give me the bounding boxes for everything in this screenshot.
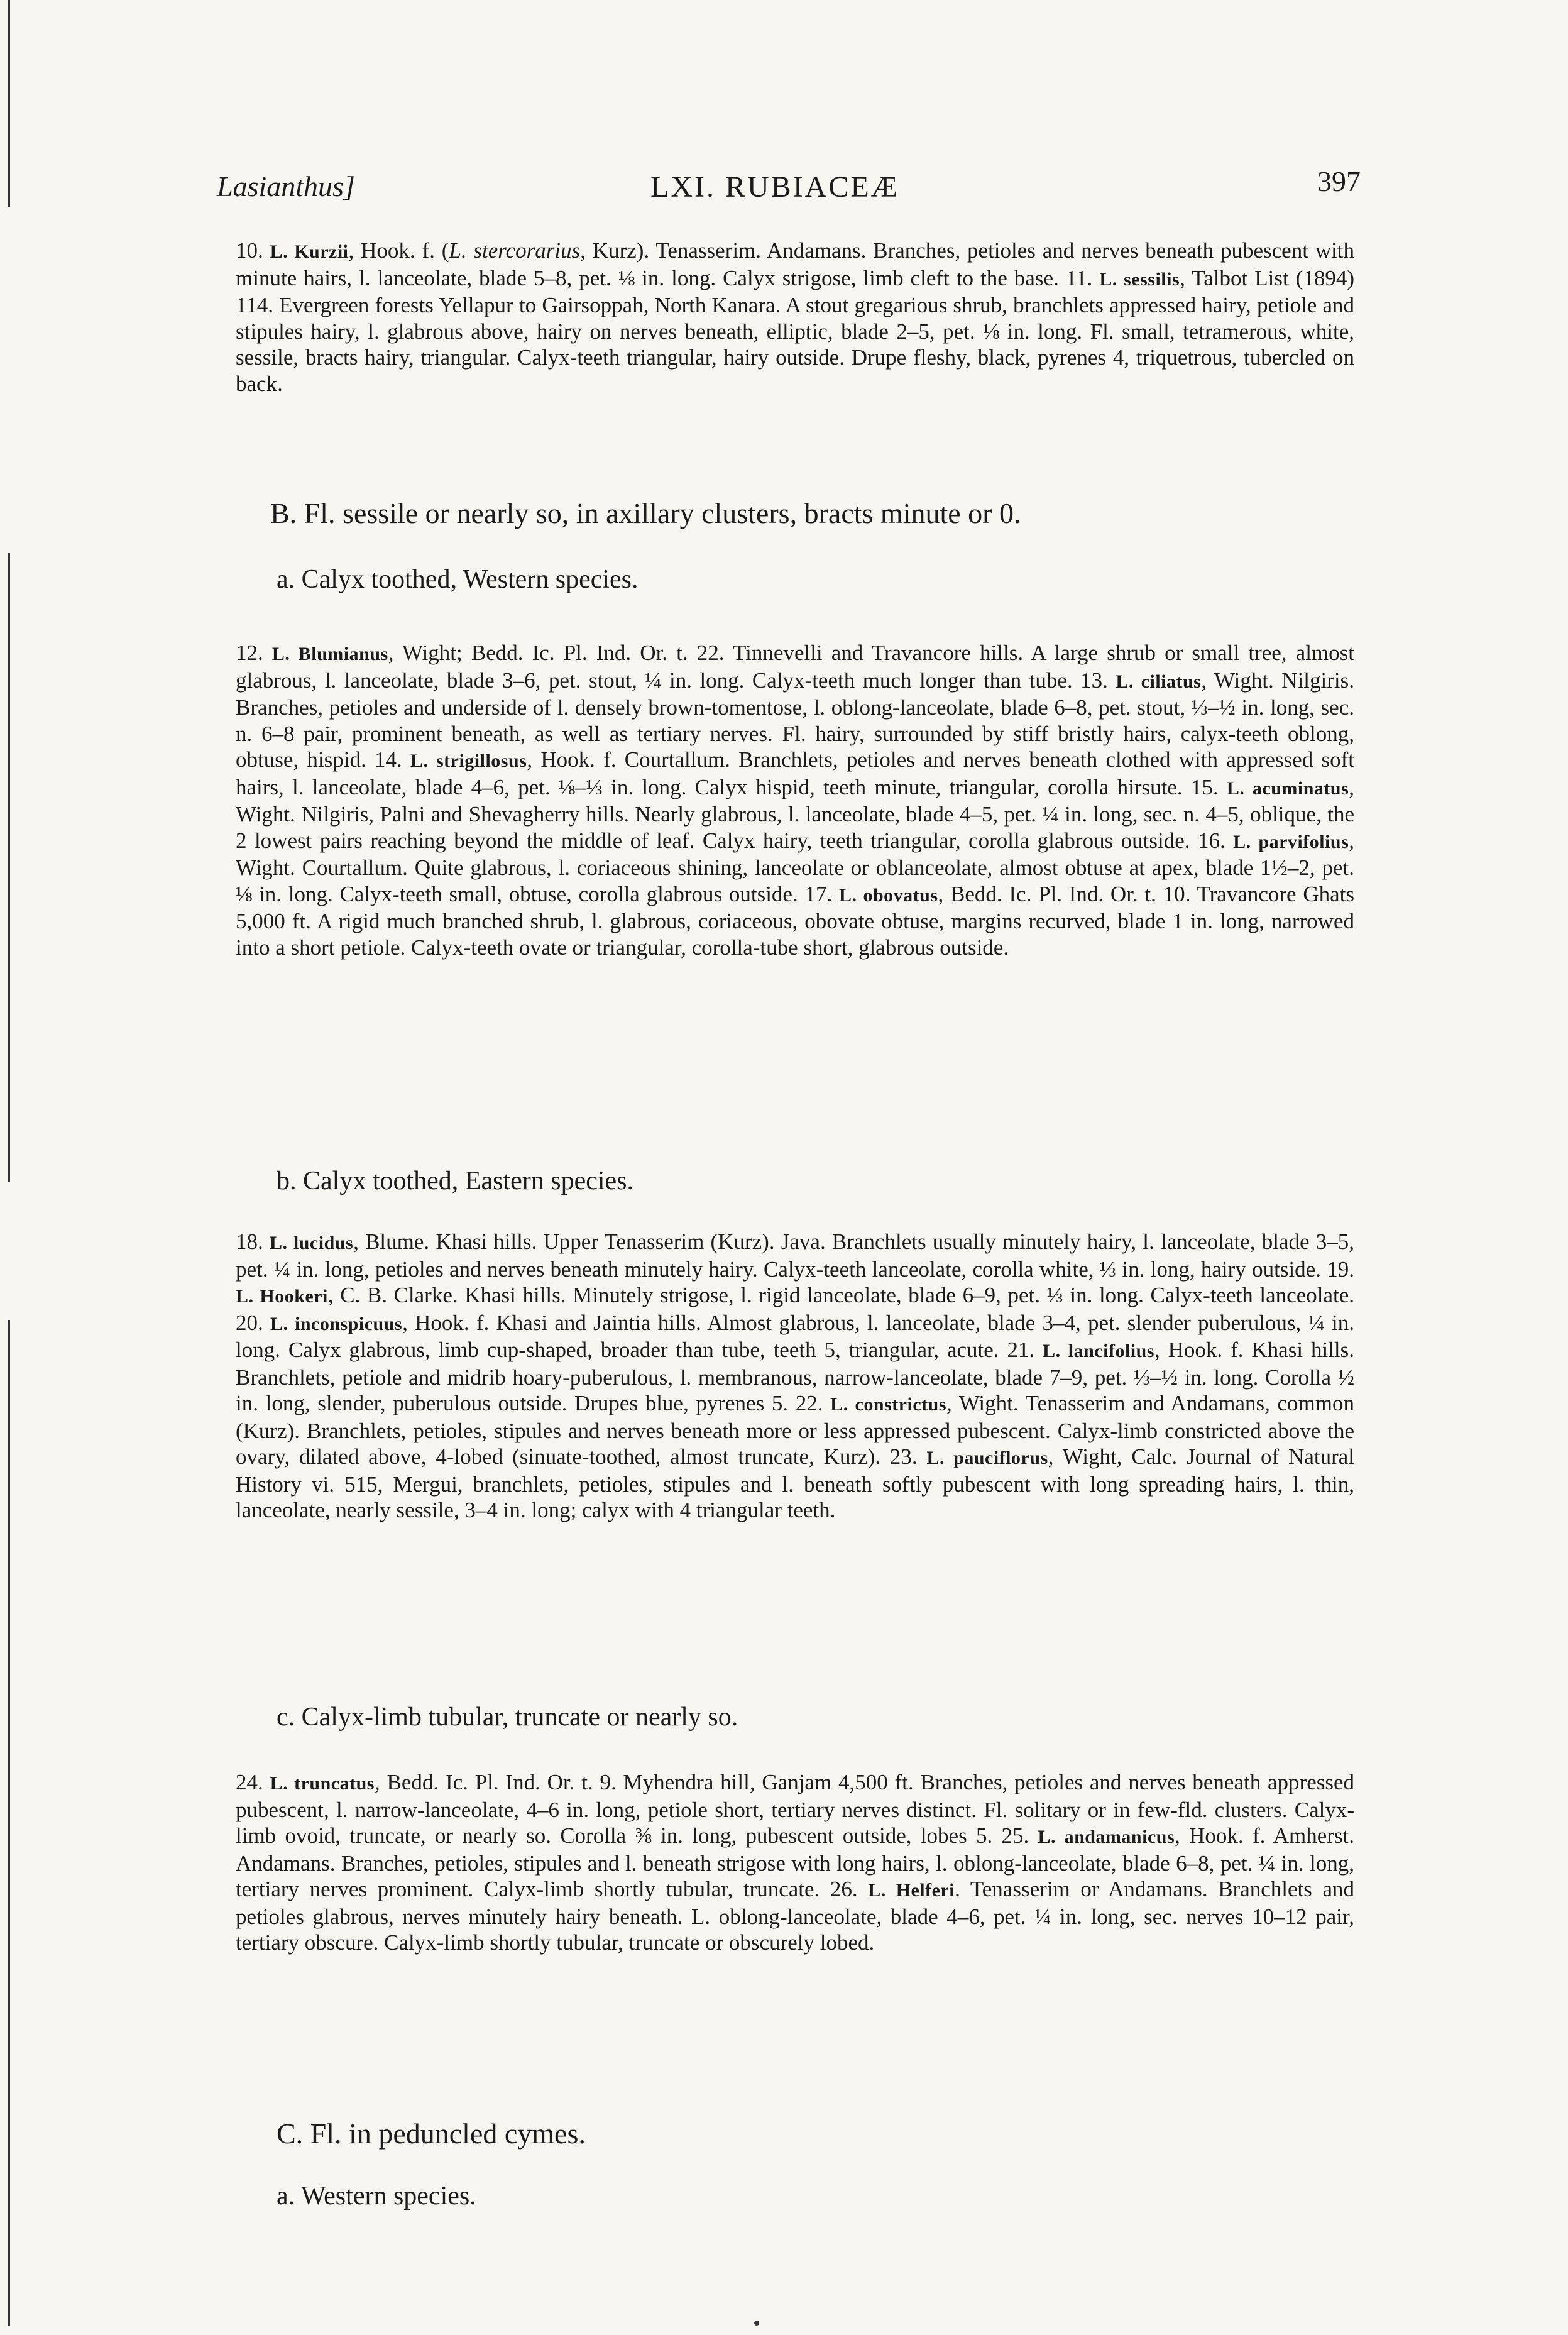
species-name: L. strigillosus bbox=[410, 750, 527, 771]
section-heading-B: B. Fl. sessile or nearly so, in axillary clusters, bracts minute or 0. bbox=[270, 497, 1021, 529]
species-name: L. Helferi bbox=[868, 1880, 955, 1901]
paragraph-species-24-26 bbox=[236, 1769, 1354, 1956]
species-name: L. pauciflorus bbox=[926, 1448, 1048, 1468]
section-heading-C: C. Fl. in peduncled cymes. bbox=[277, 2118, 586, 2150]
species-name: L. Kurzii bbox=[270, 241, 349, 262]
scan-edge-mark bbox=[8, 0, 10, 207]
species-name: L. truncatus bbox=[270, 1773, 375, 1794]
subsection-heading-Bb: b. Calyx toothed, Eastern species. bbox=[277, 1167, 634, 1195]
paragraph-text: 10. L. Kurzii, Hook. f. (L. stercorarius, Kurz). Tenasserim. Andamans. Branches, petioles and nerves beneath pubescent with minute hairs, l. lanceolate, blade 5–8, pet. ⅛ in. long. Calyx strigose, limb cleft to the base. 11. L. sessilis, Talbot List (1894) 114. Evergreen forests Yellapur to Gairsoppah, North Kanara. A stout gregarious shrub, branchlets appressed hairy, petiole and stipules hairy, l. glabrous above, hairy on nerves beneath, elliptic, blade 2–5, pet. ⅛ in. long. Fl. small, tetramerous, white, sessile, bracts hairy, triangular. Calyx-teeth triangular, hairy outside. Drupe fleshy, black, pyrenes 4, triquetrous, tubercled on back. bbox=[236, 238, 1355, 396]
subsection-heading-Ca: a. Western species. bbox=[277, 2182, 476, 2211]
species-name: L. sessilis bbox=[1099, 268, 1180, 290]
subsection-heading-Bc: c. Calyx-limb tubular, truncate or nearly so. bbox=[277, 1703, 738, 1732]
species-name: L. lancifolius bbox=[1043, 1341, 1154, 1361]
subsection-heading-Ba: a. Calyx toothed, Western species. bbox=[277, 565, 639, 594]
scan-edge-mark bbox=[8, 1320, 10, 2326]
species-name: L. obovatus bbox=[838, 884, 938, 906]
species-name: L. lucidus bbox=[269, 1233, 354, 1253]
species-name: L. inconspicuus bbox=[270, 1313, 403, 1334]
species-name: L. acuminatus bbox=[1226, 777, 1349, 799]
species-name: L. andamanicus bbox=[1038, 1827, 1175, 1847]
scan-edge-mark bbox=[8, 553, 10, 1182]
paragraph-text: 12. L. Blumianus, Wight; Bedd. Ic. Pl. Ind. Or. t. 22. Tinnevelli and Travancore hills. A large shrub or small tree, almost glabrous, l. lanceolate, blade 3–6, pet. stout, ¼ in. long. Calyx-teeth much longer than tube. 13. L. ciliatus, Wight. Nilgiris. Branches, petioles and underside of l. densely brown-tomentose, l. oblong-lanceolate, blade 6–8, pet. stout, ⅓–½ in. long, sec. n. 6–8 pair, prominent beneath, as well as tertiary nerves. Fl. hairy, surrounded by stiff bristly hairs, calyx-teeth oblong, obtuse, hispid. 14. L. strigillosus, Hook. f. Courtallum. Branchlets, petioles and nerves beneath clothed with appressed soft hairs, l. lanceolate, blade 4–6, pet. ⅛–⅓ in. long. Calyx hispid, teeth minute, triangular, corolla hirsute. 15. L. acuminatus, Wight. Nilgiris, Palni and Shevagherry hills. Nearly glabrous, l. lanceolate, blade 4–5, pet. ¼ in. long, sec. n. 4–5, oblique, the 2 lowest pairs reaching beyond the middle of leaf. Calyx hairy, teeth triangular, corolla glabrous outside. 16. L. parvifolius, Wight. Courtallum. Quite glabrous, l. coriaceous shining, lanceolate or oblanceolate, almost obtuse at apex, blade 1½–2, pet. ⅛ in. long. Calyx-teeth small, obtuse, corolla glabrous outside. 17. L. obovatus, Bedd. Ic. Pl. Ind. Or. t. 10. Travancore Ghats 5,000 ft. A rigid much branched shrub, l. glabrous, coriaceous, obovate obtuse, margins recurved, blade 1 in. long, narrowed into a short petiole. Calyx-teeth ovate or triangular, corolla-tube short, glabrous outside. bbox=[236, 640, 1354, 960]
synonym-name: L. stercorarius bbox=[449, 238, 581, 263]
species-name: L. Hookeri bbox=[236, 1286, 328, 1307]
print-speck bbox=[754, 2321, 759, 2326]
paragraph-species-10-11 bbox=[236, 238, 1354, 397]
species-name: L. constrictus bbox=[830, 1394, 947, 1415]
running-head-family: LXI. RUBIACEÆ bbox=[650, 170, 900, 204]
species-name: L. parvifolius bbox=[1233, 831, 1349, 852]
page-header bbox=[217, 165, 1361, 214]
paragraph-text: 18. L. lucidus, Blume. Khasi hills. Upper Tenasserim (Kurz). Java. Branchlets usually minutely hairy, l. lanceolate, blade 3–5, pet. ¼ in. long, petioles and nerves beneath minutely hairy. Calyx-teeth lanceolate, corolla white, ⅓ in. long, hairy outside. 19. L. Hookeri, C. B. Clarke. Khasi hills. Minutely strigose, l. rigid lanceolate, blade 6–9, pet. ⅓ in. long. Calyx-teeth lanceolate. 20. L. inconspicuus, Hook. f. Khasi and Jaintia hills. Almost glabrous, l. lanceolate, blade 3–4, pet. slender puberulous, ¼ in. long. Calyx glabrous, limb cup-shaped, broader than tube, teeth 5, triangular, acute. 21. L. lancifolius, Hook. f. Khasi hills. Branchlets, petiole and midrib hoary-puberulous, l. membranous, narrow-lanceolate, blade 7–9, pet. ⅓–½ in. long. Corolla ½ in. long, slender, puberulous outside. Drupes blue, pyrenes 5. 22. L. constrictus, Wight. Tenasserim and Andamans, common (Kurz). Branchlets, petioles, stipules and nerves beneath more or less appressed pubescent. Calyx-limb constricted above the ovary, dilated above, 4-lobed (sinuate-toothed, almost truncate, Kurz). 23. L. pauciflorus, Wight, Calc. Journal of Natural History vi. 515, Mergui, branchlets, petioles, stipules and l. beneath softly pubescent with long spreading hairs, l. thin, lanceolate, nearly sessile, 3–4 in. long; calyx with 4 triangular teeth. bbox=[236, 1229, 1355, 1522]
page-number: 397 bbox=[1317, 165, 1361, 197]
paragraph-text: 24. L. truncatus, Bedd. Ic. Pl. Ind. Or. t. 9. Myhendra hill, Ganjam 4,500 ft. Branches, petioles and nerves beneath appressed pubescent, l. narrow-lanceolate, 4–6 in. long, petiole short, tertiary nerves distinct. Fl. solitary or in few-fld. clusters. Calyx-limb ovoid, truncate, or nearly so. Corolla ⅜ in. long, pubescent outside, lobes 5. 25. L. andamanicus, Hook. f. Amherst. Andamans. Branches, petioles, stipules and l. beneath strigose with long hairs, l. oblong-lanceolate, blade 6–8, pet. ¼ in. long, tertiary nerves prominent. Calyx-limb shortly tubular, truncate. 26. L. Helferi. Tenasserim or Andamans. Branchlets and petioles glabrous, nerves minutely hairy beneath. L. oblong-lanceolate, blade 4–6, pet. ¼ in. long, sec. nerves 10–12 pair, tertiary obscure. Calyx-limb shortly tubular, truncate or obscurely lobed. bbox=[236, 1770, 1355, 1955]
paragraph-species-18-23 bbox=[236, 1229, 1354, 1524]
species-name: L. ciliatus bbox=[1116, 671, 1202, 692]
species-name: L. Blumianus bbox=[271, 644, 388, 664]
running-head-genus: Lasianthus] bbox=[217, 170, 355, 202]
paragraph-species-12-17 bbox=[236, 640, 1354, 960]
